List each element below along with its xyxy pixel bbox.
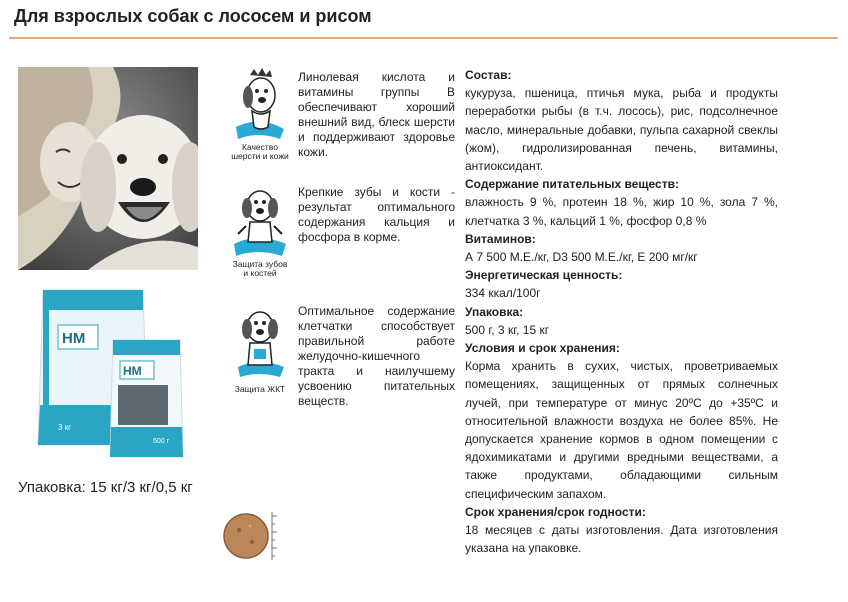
vitamins-text: А 7 500 М.Е./кг, D3 500 М.Е./кг, E 200 мг/кг <box>465 250 698 265</box>
title-divider <box>9 37 838 39</box>
energy-text: 334 ккал/100г <box>465 286 541 301</box>
composition-heading: Состав: <box>465 68 512 82</box>
composition-text: кукуруза, пшеница, птичья мука, рыба и продукты переработки рыбы (в т.ч. лосось), рис, подсолнечное масло, минеральные добавки, пульпа сахарной свеклы (жом), гидролизированная печень, витамины, антиоксидант. <box>465 86 778 174</box>
shelf-life-heading: Срок хранения/срок годности: <box>465 504 646 519</box>
digestion-protection-icon <box>228 305 292 401</box>
vitamins-heading: Витаминов: <box>465 231 536 246</box>
coat-quality-caption-2: шерсти и кожи <box>231 151 289 161</box>
teeth-bones-caption-1: Защита зубов <box>232 259 288 269</box>
small-pack-weight: 500 г <box>153 438 170 445</box>
coat-quality-icon <box>228 67 292 163</box>
nutrients-heading: Содержание питательных веществ: <box>465 177 679 192</box>
shelf-life-text: 18 месяцев с даты изготовления. Дата изготовления указана на упаковке. <box>465 523 778 556</box>
small-pack-brand: HM <box>123 364 142 378</box>
product-composition <box>465 66 778 557</box>
storage-heading: Условия и срок хранения: <box>465 341 620 356</box>
coat-quality-caption-1: Качество <box>242 142 278 152</box>
packing-sizes-label: Упаковка: 15 кг/3 кг/0,5 кг <box>18 479 193 496</box>
teeth-bones-caption-2: и костей <box>243 268 277 278</box>
kibble-size-image <box>222 510 282 570</box>
digestion-protection-caption: Защита ЖКТ <box>234 384 286 394</box>
packing-text: 500 г, 3 кг, 15 кг <box>465 322 550 337</box>
digestion-protection-text: Оптимальное содержание клетчатки способствует правильной работе желудочно-кишечного тракта и наилучшему усвоению питательных веществ. <box>298 304 455 408</box>
storage-text: Корма хранить в сухих, чистых, проветриваемых помещениях, защищенных от прямых солнечных лучей, при температуре от минус 20ºС до +35ºС и относительной влажности воздуха не более 85%. Не допускается хранение кормов в одном помещении с ядохимикатами и другими вредными веществами, а также продуктами, обладающими сильным специфическим запахом. <box>465 359 778 501</box>
product-packages-image <box>18 285 218 460</box>
teeth-bones-text: Крепкие зубы и кости - результат оптимального содержания кальция и фосфора в корме. <box>298 185 455 244</box>
packing-heading: Упаковка: <box>465 304 524 319</box>
teeth-bones-icon <box>228 186 292 282</box>
coat-quality-text: Линолевая кислота и витамины группы В обеспечивают хороший внешний вид, блеск шерсти и поддерживают здоровье кожи. <box>298 70 455 159</box>
woman-with-dog-photo <box>18 67 198 270</box>
large-pack-weight: 3 кг <box>58 423 72 432</box>
page-title: Для взрослых собак с лососем и рисом <box>14 6 372 26</box>
large-pack-brand: HM <box>62 330 86 347</box>
nutrients-text: влажность 9 %, протеин 18 %, жир 10 %, зола 7 %, клетчатка 3 %, кальций 1 %, фосфор 0,8 % <box>465 195 778 228</box>
energy-heading: Энергетическая ценность: <box>465 268 623 283</box>
